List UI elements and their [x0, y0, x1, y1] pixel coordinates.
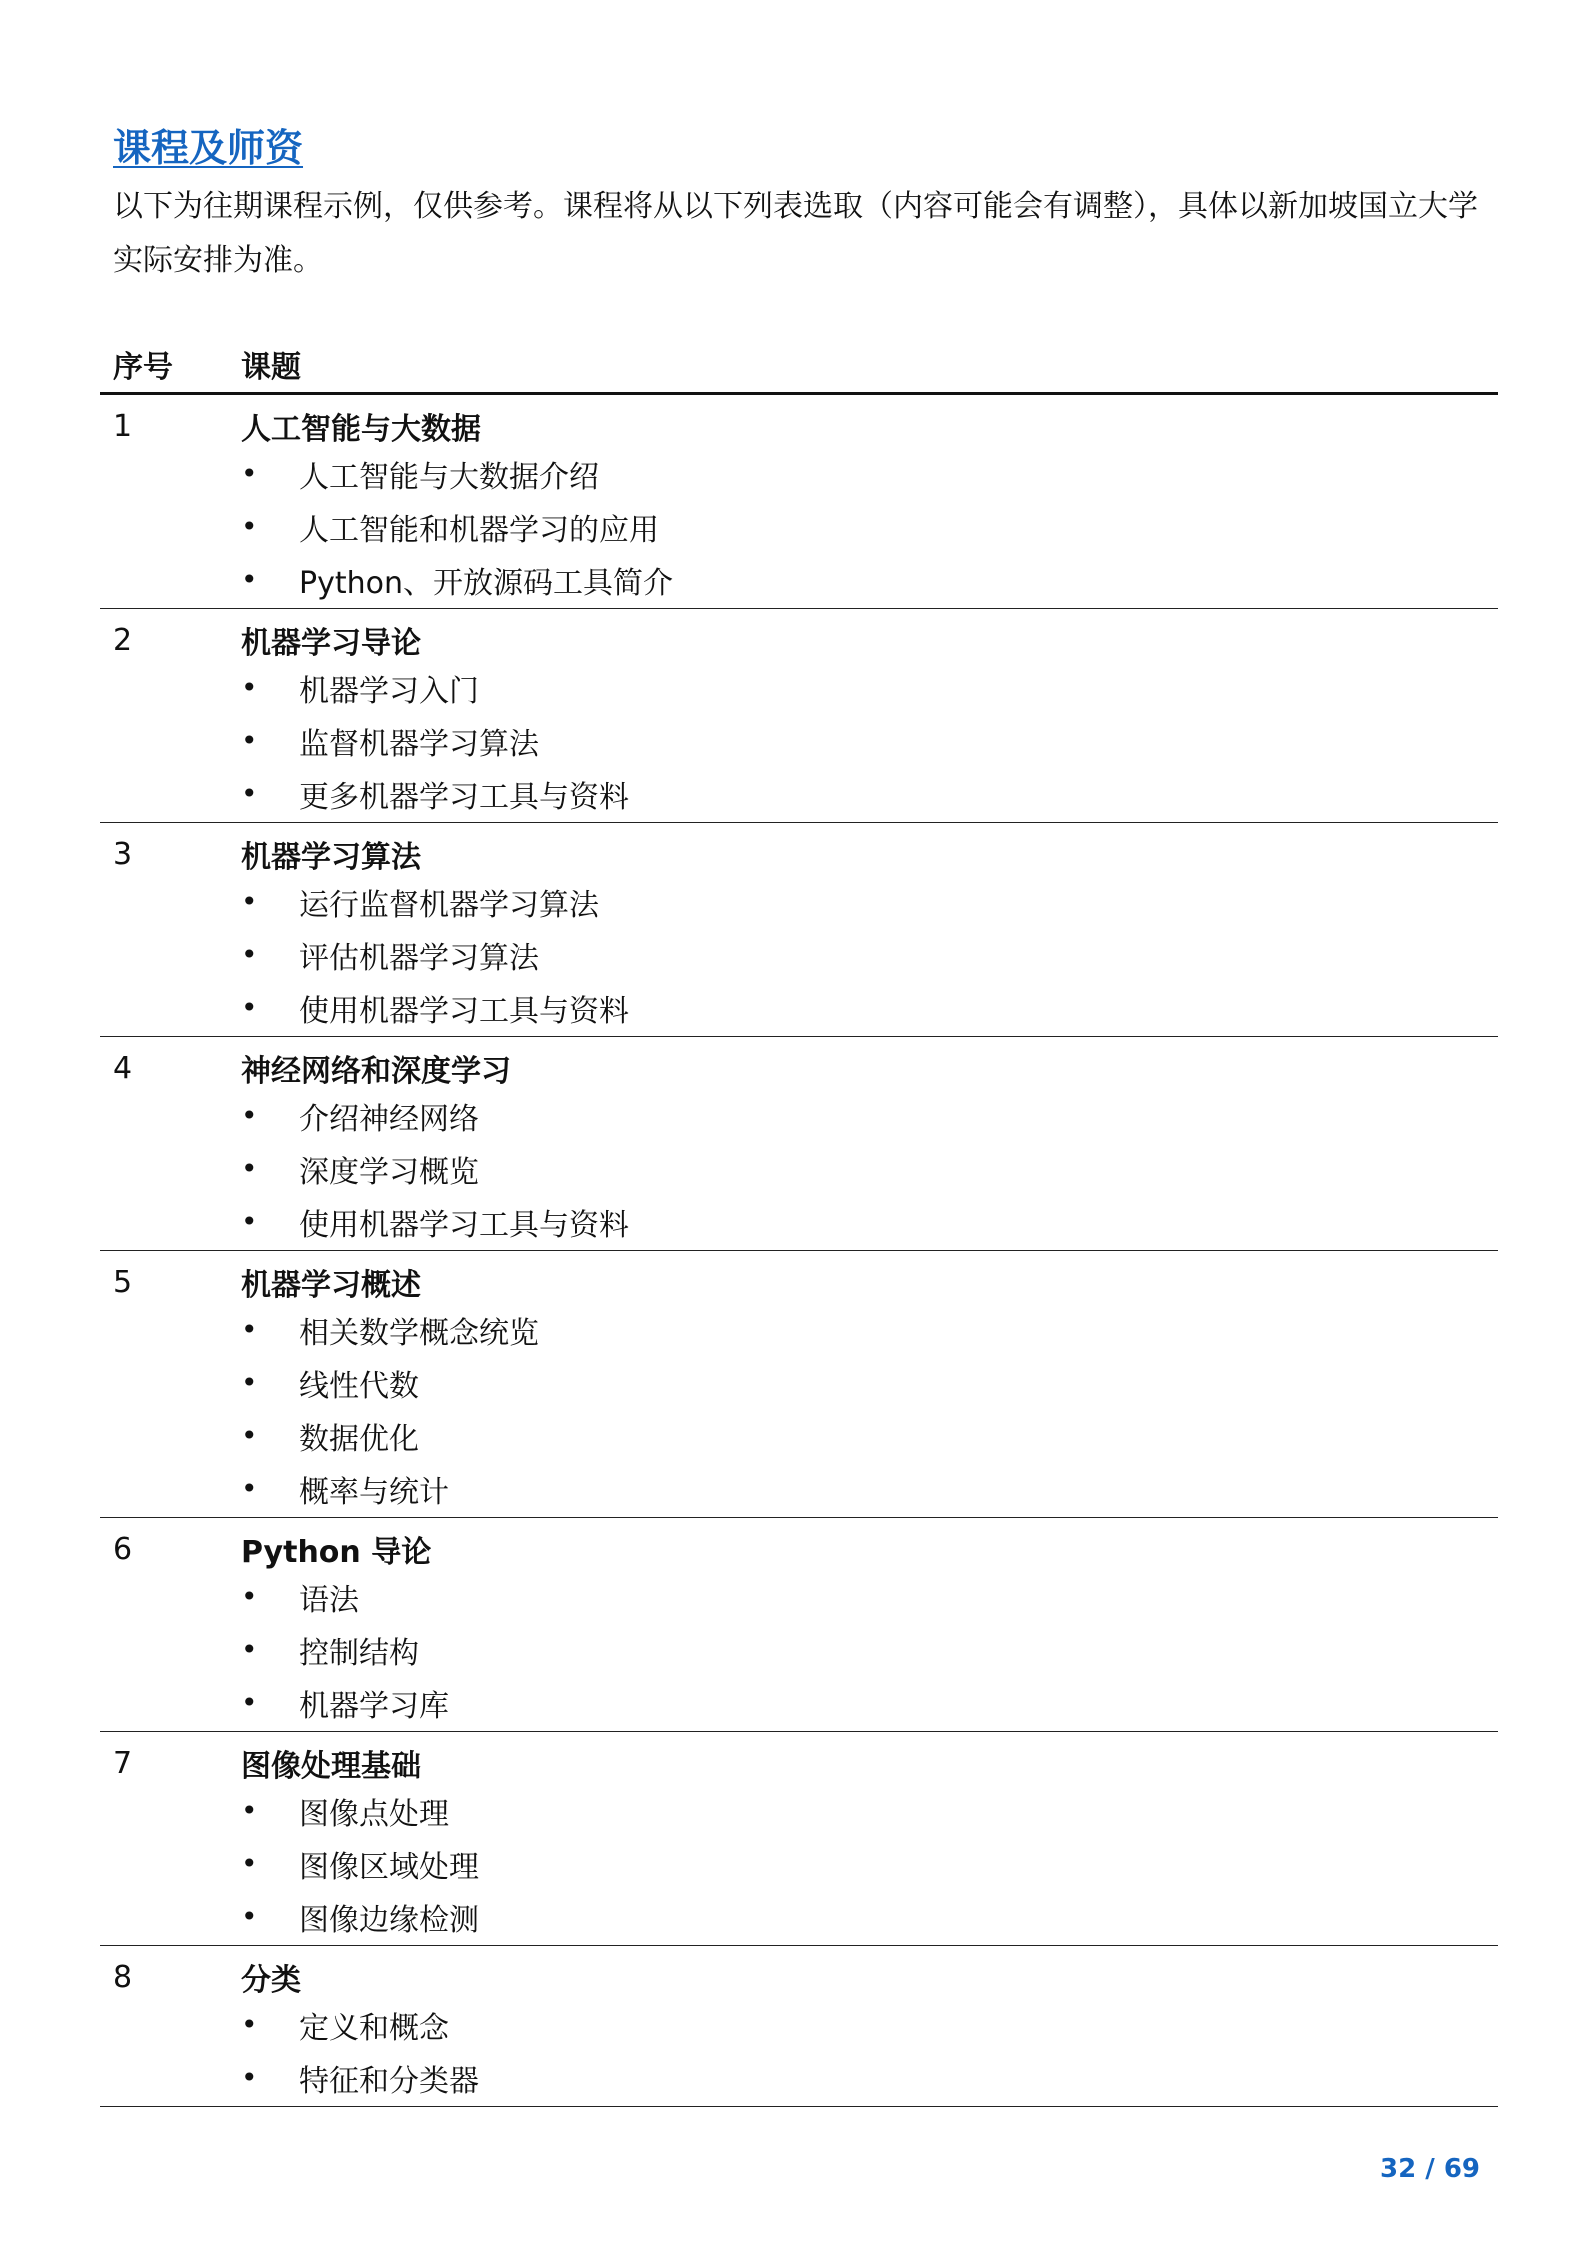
- topic-list: [100, 875, 1498, 1034]
- table-header: [100, 336, 1498, 395]
- list-item-text: 概率与统计: [299, 1474, 449, 1510]
- list-item: [100, 1303, 1498, 1356]
- bullet-icon: •: [241, 1313, 258, 1346]
- list-item: [100, 1784, 1498, 1837]
- header-topic: 课题: [241, 350, 301, 385]
- list-item-text: Python、开放源码工具简介: [299, 565, 673, 601]
- list-item-text: 使用机器学习工具与资料: [299, 1207, 629, 1243]
- topic-list: [100, 1784, 1498, 1943]
- bullet-icon: •: [241, 2008, 258, 2041]
- topic-list: [100, 661, 1498, 820]
- list-item: [100, 981, 1498, 1034]
- table-row: [100, 1732, 1498, 1946]
- bullet-icon: •: [241, 1847, 258, 1880]
- table-row: [100, 609, 1498, 823]
- list-item: [100, 1837, 1498, 1890]
- table-row: [100, 1251, 1498, 1518]
- topic-list: [100, 1303, 1498, 1515]
- bullet-icon: •: [241, 991, 258, 1024]
- list-item-text: 机器学习库: [299, 1688, 449, 1724]
- header-number: 序号: [113, 350, 173, 385]
- bullet-icon: •: [241, 1205, 258, 1238]
- list-item-text: 更多机器学习工具与资料: [299, 779, 629, 815]
- table-row: [100, 1946, 1498, 2107]
- page-title: 课程及师资: [113, 126, 304, 170]
- row-number: 3: [113, 836, 133, 872]
- list-item-text: 特征和分类器: [299, 2063, 479, 2099]
- row-title: 机器学习概述: [241, 1268, 421, 1303]
- list-item-text: 图像边缘检测: [299, 1902, 479, 1938]
- row-title: 图像处理基础: [241, 1749, 421, 1784]
- bullet-icon: •: [241, 1472, 258, 1505]
- list-item: [100, 447, 1498, 500]
- list-item-text: 控制结构: [299, 1635, 419, 1671]
- list-item-text: 使用机器学习工具与资料: [299, 993, 629, 1029]
- list-item-text: 线性代数: [299, 1368, 419, 1404]
- row-title: Python 导论: [241, 1535, 432, 1570]
- row-title: 机器学习导论: [241, 626, 421, 661]
- list-item-text: 人工智能和机器学习的应用: [299, 512, 659, 548]
- list-item: [100, 1409, 1498, 1462]
- bullet-icon: •: [241, 1686, 258, 1719]
- list-item-text: 人工智能与大数据介绍: [299, 459, 599, 495]
- list-item: [100, 875, 1498, 928]
- bullet-icon: •: [241, 510, 258, 543]
- topic-list: [100, 447, 1498, 606]
- bullet-icon: •: [241, 1099, 258, 1132]
- list-item-text: 图像区域处理: [299, 1849, 479, 1885]
- table-row: [100, 395, 1498, 609]
- list-item: [100, 661, 1498, 714]
- row-number: 7: [113, 1745, 133, 1781]
- list-item: [100, 928, 1498, 981]
- list-item-text: 介绍神经网络: [299, 1101, 479, 1137]
- bullet-icon: •: [241, 1419, 258, 1452]
- row-number: 8: [113, 1959, 133, 1995]
- course-table: [100, 336, 1498, 2107]
- list-item: [100, 500, 1498, 553]
- list-item: [100, 1998, 1498, 2051]
- bullet-icon: •: [241, 1633, 258, 1666]
- row-number: 2: [113, 622, 133, 658]
- list-item-text: 监督机器学习算法: [299, 726, 539, 762]
- page-number: 32 / 69: [1380, 2154, 1480, 2184]
- bullet-icon: •: [241, 563, 258, 596]
- list-item: [100, 714, 1498, 767]
- list-item: [100, 553, 1498, 606]
- bullet-icon: •: [241, 1366, 258, 1399]
- list-item: [100, 1676, 1498, 1729]
- list-item-text: 数据优化: [299, 1421, 419, 1457]
- bullet-icon: •: [241, 724, 258, 757]
- bullet-icon: •: [241, 777, 258, 810]
- list-item: [100, 1890, 1498, 1943]
- list-item-text: 运行监督机器学习算法: [299, 887, 599, 923]
- list-item-text: 深度学习概览: [299, 1154, 479, 1190]
- row-title: 人工智能与大数据: [241, 412, 481, 447]
- list-item-text: 相关数学概念统览: [299, 1315, 539, 1351]
- bullet-icon: •: [241, 938, 258, 971]
- row-title: 机器学习算法: [241, 840, 421, 875]
- topic-list: [100, 1998, 1498, 2104]
- list-item-text: 图像点处理: [299, 1796, 449, 1832]
- list-item: [100, 1356, 1498, 1409]
- row-number: 4: [113, 1050, 133, 1086]
- row-title: 分类: [241, 1963, 301, 1998]
- bullet-icon: •: [241, 2061, 258, 2094]
- intro-text: 以下为往期课程示例，仅供参考。课程将从以下列表选取（内容可能会有调整），具体以新加坡国立大学实际安排为准。: [113, 189, 1478, 278]
- bullet-icon: •: [241, 1794, 258, 1827]
- bullet-icon: •: [241, 1152, 258, 1185]
- row-number: 6: [113, 1531, 133, 1567]
- list-item: [100, 1570, 1498, 1623]
- list-item-text: 机器学习入门: [299, 673, 479, 709]
- table-body: [100, 395, 1498, 2107]
- topic-list: [100, 1089, 1498, 1248]
- list-item: [100, 1462, 1498, 1515]
- list-item: [100, 2051, 1498, 2104]
- list-item: [100, 1195, 1498, 1248]
- row-number: 5: [113, 1264, 133, 1300]
- table-row: [100, 1518, 1498, 1732]
- list-item: [100, 767, 1498, 820]
- list-item-text: 评估机器学习算法: [299, 940, 539, 976]
- topic-list: [100, 1570, 1498, 1729]
- list-item-text: 语法: [299, 1582, 359, 1618]
- table-row: [100, 823, 1498, 1037]
- bullet-icon: •: [241, 885, 258, 918]
- list-item-text: 定义和概念: [299, 2010, 449, 2046]
- list-item: [100, 1623, 1498, 1676]
- bullet-icon: •: [241, 457, 258, 490]
- row-number: 1: [113, 408, 133, 444]
- bullet-icon: •: [241, 671, 258, 704]
- list-item: [100, 1142, 1498, 1195]
- bullet-icon: •: [241, 1900, 258, 1933]
- table-row: [100, 1037, 1498, 1251]
- bullet-icon: •: [241, 1580, 258, 1613]
- row-title: 神经网络和深度学习: [241, 1054, 511, 1089]
- list-item: [100, 1089, 1498, 1142]
